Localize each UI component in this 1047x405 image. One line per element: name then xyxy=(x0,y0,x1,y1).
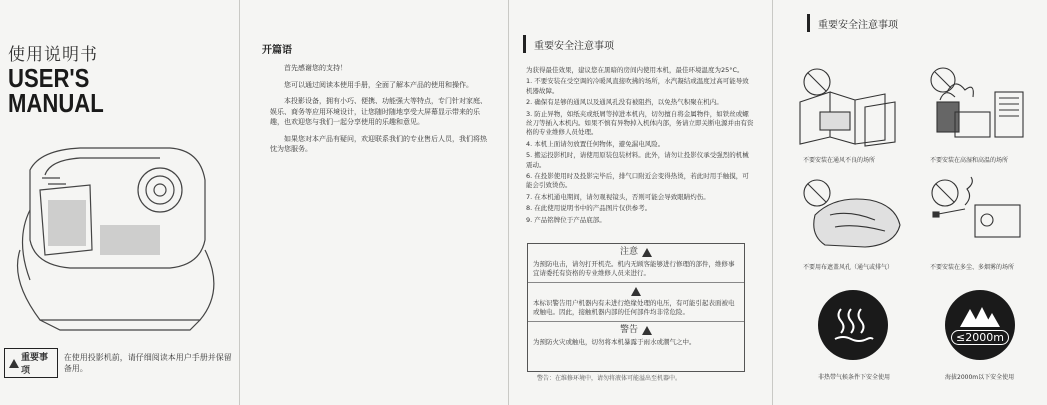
notice-tag xyxy=(4,348,58,378)
illustration-heading xyxy=(807,14,898,32)
illustration-caption: 不要安装在高湿和高温的场所 xyxy=(930,157,1009,164)
safety-list xyxy=(526,66,754,227)
cover-title-en-line2: MANUAL xyxy=(8,88,104,118)
safety-item: 4. 本机上面请勿放置任何物体，避免漏电风险。 xyxy=(526,139,665,148)
cover-title-en xyxy=(8,63,104,118)
fold-line xyxy=(508,0,509,405)
illustration-caption: 不要安装在多尘、多烟雾的场所 xyxy=(930,264,1015,271)
intro-paragraph: 首先感谢您的支持！ xyxy=(284,64,347,72)
divider xyxy=(528,321,744,322)
heat-waves-icon xyxy=(831,303,875,347)
safety-item: 5. 搬运投影机时，请使用原装包装材料。此外，请勿让投影仪承受强烈的机械震动。 xyxy=(526,151,749,169)
altitude-label: ≤2000m xyxy=(951,330,1009,345)
warning-title xyxy=(528,326,744,335)
safety-item: 9. 产品铭牌位于产品底部。 xyxy=(526,215,606,224)
safety-footnote: 警告：在维修环境中，请勿将液体可能溢出至机器中。 xyxy=(537,375,682,382)
caution-box xyxy=(527,243,745,372)
altitude-icon xyxy=(945,290,1015,360)
warning-title-text: 警告 xyxy=(619,325,638,335)
intro-paragraph: 如果您对本产品有疑问，欢迎联系我们的专业售后人员，我们将热忱为您服务。 xyxy=(270,134,487,153)
caution2-text: 本标识警告用户机器内有未进行绝缘处理的电压，有可能引起表面被电或触电。因此，接触机器内部的任何部件均非常危险。 xyxy=(533,299,735,316)
caution-title-text: 注意 xyxy=(619,247,638,257)
safety-item: 2. 确保有足够的通风以及通风孔没有被阻挡，以免热气积聚在机内。 xyxy=(526,98,723,107)
illustration-caption: 不要安装在通风不良的场所 xyxy=(803,157,876,164)
safety-heading-text: 重要安全注意事项 xyxy=(534,40,614,52)
intro-paragraph: 本投影设备，拥有小巧、便携、功能强大等特点，专门针对家庭、娱乐、商务等应用环境设计，让您随时随地享受大屏幕显示带来的乐趣，也欢迎您与我们一起分享使用的乐趣和意见。 xyxy=(270,97,487,126)
safety-item: 1. 不要安装在受空调的冷暖风直接吹拂的场所，水汽凝结或温度过高可能导致机器故障。 xyxy=(526,77,749,95)
cover-panel xyxy=(0,0,239,405)
no-cover-vents-icon xyxy=(795,175,910,257)
important-notice xyxy=(4,348,239,378)
illustration-heading-text: 重要安全注意事项 xyxy=(818,19,898,31)
cover-title-cn: 使用说明书 xyxy=(8,45,98,65)
safety-item: 6. 在投影使用时及投影完毕后，排气口附近会变得热烫，若此时用手触摸，可能会引致烫伤。 xyxy=(526,172,749,190)
illustration-caption: 不要用布遮盖风孔（通气或排气） xyxy=(803,264,894,271)
fold-line xyxy=(239,0,240,405)
warning-icon xyxy=(642,248,652,257)
warning-text: 为预防火灾或触电，切勿将本机暴露于雨水或潮气之中。 xyxy=(533,338,696,346)
heading-bar xyxy=(807,14,810,32)
safety-heading xyxy=(523,35,614,53)
fold-line xyxy=(772,0,773,405)
warning-icon xyxy=(642,326,652,335)
no-dust-smoke-icon xyxy=(925,175,1030,257)
projector-illustration xyxy=(0,130,225,345)
notice-tag-label: 重要事项 xyxy=(21,353,49,376)
safety-item: 7. 在本机通电期间，请勿观视镜头，否则可能会导致眼睛灼伤。 xyxy=(526,192,710,201)
intro-body xyxy=(270,63,488,161)
intro-paragraph: 您可以通过阅读本使用手册，全面了解本产品的使用和操作。 xyxy=(284,80,473,89)
safety-item: 8. 在此使用说明书中的产品图片仅供参考。 xyxy=(526,204,652,213)
illustration-caption: 海拔2000m以下安全使用 xyxy=(945,374,1015,381)
illustration-caption: 非热带气候条件下安全使用 xyxy=(818,374,891,381)
mountain-icon xyxy=(958,305,1002,327)
notice-text: 在使用投影机前，请仔细阅读本用户手册并保留备用。 xyxy=(63,353,232,373)
divider xyxy=(528,282,744,283)
warning-icon xyxy=(631,287,641,296)
safety-item: 3. 防止异物，如纸夹或纸屑等掉进本机内，切勿擅自将金属物件，如铁丝或螺丝刀等插入本机内。如果不慎有异物掉入机体内部，务请立即关断电源并由有资格的专业维修人员处理。 xyxy=(526,109,754,137)
cover-title-en-line1: USER'S xyxy=(8,63,90,93)
heading-bar xyxy=(523,35,526,53)
intro-title: 开篇语 xyxy=(262,45,292,56)
no-poor-ventilation-icon xyxy=(795,62,905,150)
caution2-icon-row xyxy=(528,287,744,296)
safety-intro: 为获得最佳效果，建议您在黑暗的房间内使用本机，最佳环境温度为25°C。 xyxy=(526,66,744,74)
warning-icon xyxy=(9,359,19,368)
tropical-climate-icon xyxy=(818,290,888,360)
caution-title xyxy=(528,248,744,257)
no-humidity-heat-icon xyxy=(925,62,1030,150)
caution-text: 为预防电击，请勿打开机壳。机内无顾客能够进行修理的部件，维修事宜请委托有资格的专业维修人员来进行。 xyxy=(533,260,735,277)
